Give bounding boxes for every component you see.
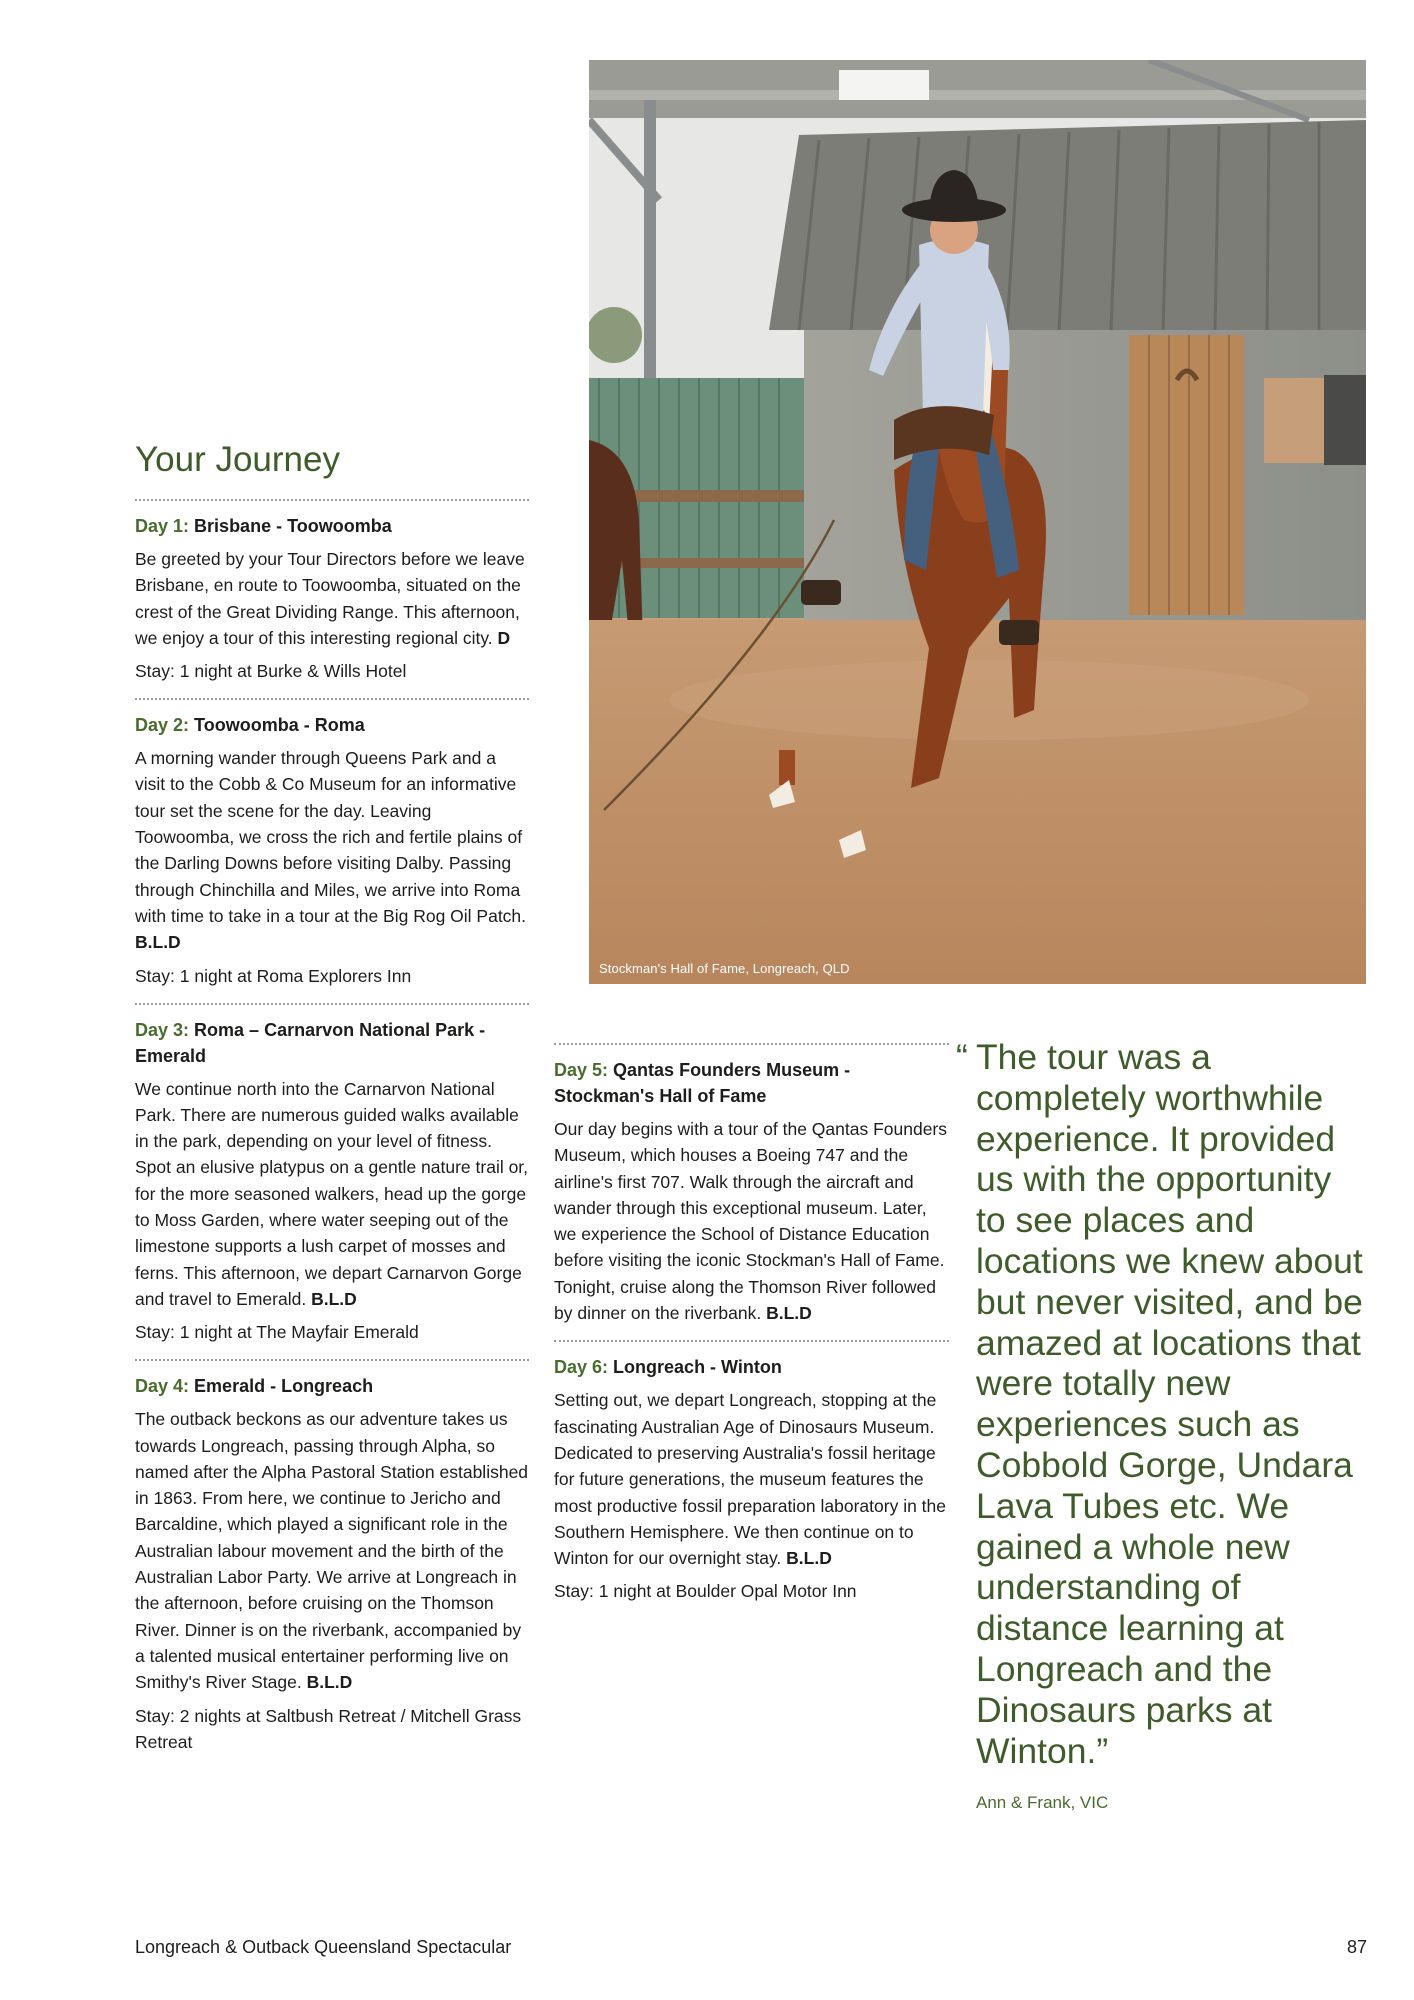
day-2-stay: Stay: 1 night at Roma Explorers Inn: [135, 965, 412, 986]
day-5-description: [554, 1116, 949, 1326]
photo-caption: Stockman's Hall of Fame, Longreach, QLD: [599, 961, 850, 976]
day-4-stay: Stay: 2 nights at Saltbush Retreat / Mitchell Grass Retreat: [135, 1705, 522, 1752]
itinerary-column-2: [554, 1043, 949, 1618]
day-6-meals: B.L.D: [786, 1548, 832, 1569]
day-3-route: Roma – Carnarvon National Park - Emerald: [135, 1019, 486, 1066]
itinerary-column-1: [135, 499, 529, 1769]
day-2-heading: [135, 712, 529, 738]
day-6-route: Longreach - Winton: [613, 1357, 782, 1378]
day-2-route: Toowoomba - Roma: [194, 715, 365, 736]
day-6-description: [554, 1387, 949, 1571]
stockman-photo: [589, 60, 1366, 984]
day-5-meals: B.L.D: [766, 1303, 812, 1324]
day-4-heading: [135, 1373, 529, 1399]
day-1-route: Brisbane - Toowoomba: [194, 516, 392, 536]
day-6-body: Setting out, we depart Longreach, stopping at the fascinating Australian Age of Dinosaurs Museum. Dedicated to preserving Australia's fossil heritage for future generations, the museum features the most productive fossil preparation laboratory in the Southern Hemisphere. We then continue on to Winton for our overnight stay.: [554, 1390, 947, 1569]
day-4: [135, 1359, 529, 1768]
footer-title: Longreach & Outback Queensland Spectacular: [135, 1937, 512, 1957]
day-6-heading: [554, 1354, 949, 1380]
day-6-stay: Stay: 1 night at Boulder Opal Motor Inn: [554, 1581, 857, 1602]
day-5-route: Qantas Founders Museum - Stockman's Hall of Fame: [554, 1060, 851, 1106]
day-3: [135, 1003, 529, 1360]
day-5-heading: [554, 1057, 949, 1109]
day-2: [135, 698, 529, 1002]
day-1-label: Day 1:: [135, 516, 190, 536]
testimonial-quote: [956, 1037, 1363, 1771]
testimonial-text: The tour was a completely worthwhile experience. It provided us with the opportunity to see places and locations we knew about but never visited, and be amazed at locations that were totally new experiences such as Cobbold Gorge, Undara Lava Tubes etc. We gained a whole new understanding of distance learning at Longreach and the Dinosaurs parks at Winton.”: [976, 1037, 1363, 1771]
day-4-body: The outback beckons as our adventure takes us towards Longreach, passing through Alpha, so named after the Alpha Pastoral Station established in 1863. From here, we continue to Jericho and Barcaldine, which played a significant role in the Australian labour movement and the birth of the Australian Labor Party. We arrive at Longreach in the afternoon, before cruising on the Thomson River. Dinner is on the riverbank, accompanied by a talented musical entertainer performing live on Smithy's River Stage.: [135, 1409, 529, 1693]
day-2-label: Day 2:: [135, 715, 190, 736]
day-5-body: Our day begins with a tour of the Qantas Founders Museum, which houses a Boeing 747 and the airline's first 707. Walk through the aircraft and wander through this exceptional museum. Later, we experience the School of Distance Education before visiting the iconic Stockman's Hall of Fame. Tonight, cruise along the Thomson River followed by dinner on the riverbank.: [554, 1119, 947, 1324]
open-quote-mark: “: [956, 1037, 968, 1077]
day-1-heading: [135, 513, 529, 539]
day-1-description: [135, 546, 529, 651]
day-1: [135, 499, 529, 698]
horse-rider-illustration: [589, 60, 1366, 984]
day-1-body: Be greeted by your Tour Directors before we leave Brisbane, en route to Toowoomba, situated on the crest of the Great Dividing Range. This afternoon, we enjoy a tour of this interesting regional city.: [135, 549, 525, 648]
day-2-meals: B.L.D: [135, 932, 181, 953]
day-6: [554, 1340, 949, 1618]
day-2-body: A morning wander through Queens Park and a visit to the Cobb & Co Museum for an informative tour set the scene for the day. Leaving Toowoomba, we cross the rich and fertile plains of the Darling Downs before visiting Dalby. Passing through Chinchilla and Miles, we arrive into Roma with time to take in a tour at the Big Rog Oil Patch.: [135, 748, 527, 926]
day-3-heading: [135, 1017, 529, 1069]
section-title: Your Journey: [135, 440, 340, 479]
day-4-route: Emerald - Longreach: [194, 1376, 374, 1397]
day-3-description: [135, 1076, 529, 1313]
day-3-body: We continue north into the Carnarvon National Park. There are numerous guided walks available in the park, depending on your level of fitness. Spot an elusive platypus on a gentle nature trail or, for the more seasoned walkers, head up the gorge to Moss Garden, where water seeping out of the limestone supports a lush carpet of mosses and ferns. This afternoon, we depart Carnarvon Gorge and travel to Emerald.: [135, 1078, 529, 1309]
day-1-meals: D: [497, 627, 511, 648]
page-number: 87: [1346, 1937, 1367, 1957]
day-3-label: Day 3:: [135, 1019, 190, 1040]
day-5-label: Day 5:: [554, 1060, 609, 1080]
day-4-meals: B.L.D: [306, 1672, 353, 1693]
day-6-label: Day 6:: [554, 1357, 609, 1378]
day-4-label: Day 4:: [135, 1376, 190, 1397]
day-3-stay: Stay: 1 night at The Mayfair Emerald: [135, 1322, 419, 1343]
day-3-meals: B.L.D: [311, 1288, 357, 1309]
day-1-stay: Stay: 1 night at Burke & Wills Hotel: [135, 661, 407, 682]
day-2-description: [135, 745, 529, 955]
day-4-description: [135, 1406, 529, 1695]
testimonial-author: Ann & Frank, VIC: [976, 1793, 1109, 1812]
day-5: [554, 1043, 949, 1340]
